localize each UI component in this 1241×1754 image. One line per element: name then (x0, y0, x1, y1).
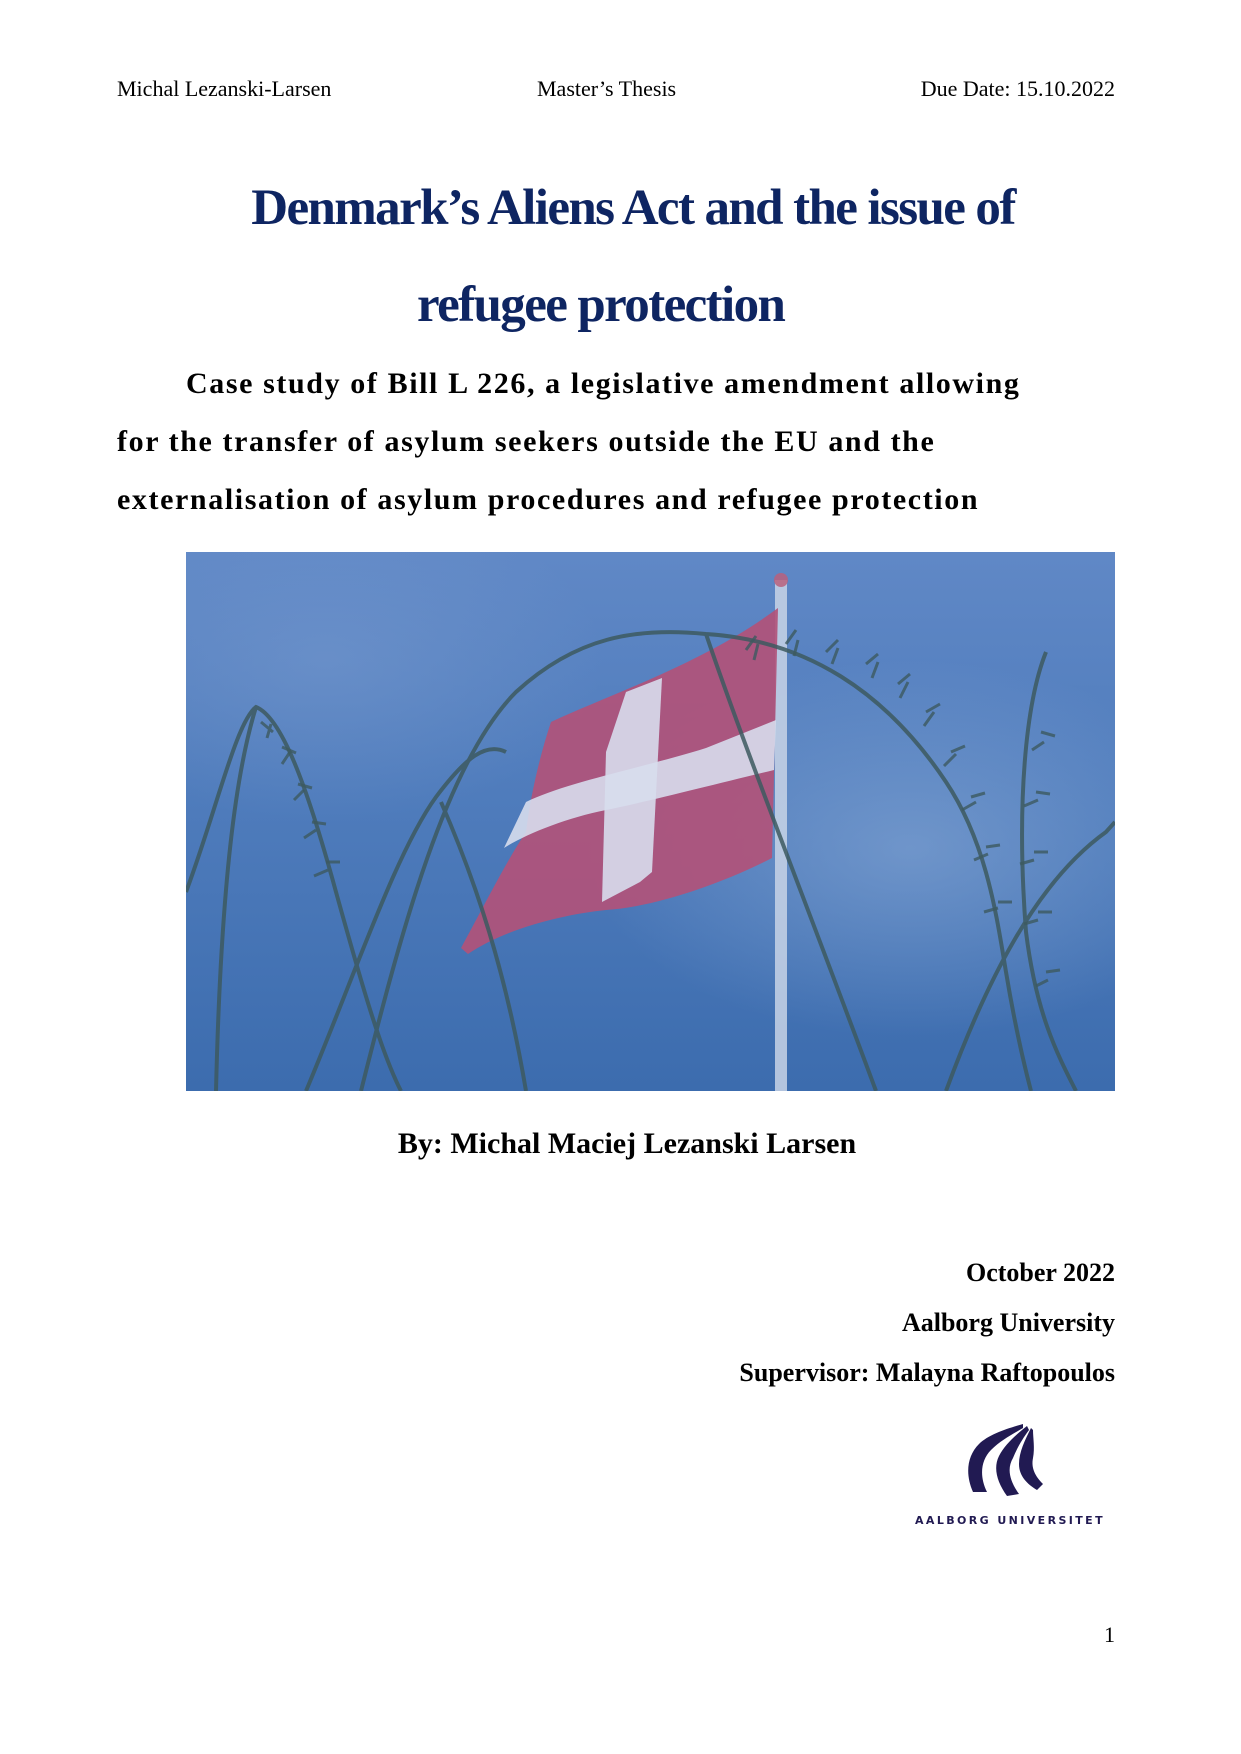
subtitle-line-2: for the transfer of asylum seekers outside the EU and the (117, 425, 936, 458)
header-document-type: Master’s Thesis (537, 76, 677, 101)
title-line-1: Denmark’s Aliens Act and the issue of (251, 180, 1015, 236)
thesis-meta (739, 1248, 1115, 1398)
submission-date: October 2022 (966, 1258, 1115, 1287)
aalborg-waves-icon (905, 1418, 1115, 1508)
flag-razor-wire-illustration (186, 552, 1115, 1091)
header-author: Michal Lezanski-Larsen (117, 76, 332, 101)
logo-wordmark: AALBORG UNIVERSITET (915, 1514, 1105, 1527)
subtitle (117, 355, 1117, 529)
subtitle-line-1: Case study of Bill L 226, a legislative amendment allowing (186, 367, 1021, 400)
header-due-date: Due Date: 15.10.2022 (920, 76, 1115, 101)
page-header (117, 74, 1115, 104)
author-byline: By: Michal Maciej Lezanski Larsen (397, 1127, 857, 1160)
supervisor: Supervisor: Malayna Raftopoulos (739, 1358, 1115, 1387)
title-line-2: refugee protection (417, 277, 785, 333)
cover-image (186, 552, 1115, 1091)
aalborg-university-logo (905, 1418, 1115, 1538)
subtitle-line-3: externalisation of asylum procedures and refugee protection (117, 483, 980, 516)
page-number: 1 (1104, 1622, 1115, 1647)
university-name: Aalborg University (901, 1308, 1115, 1337)
